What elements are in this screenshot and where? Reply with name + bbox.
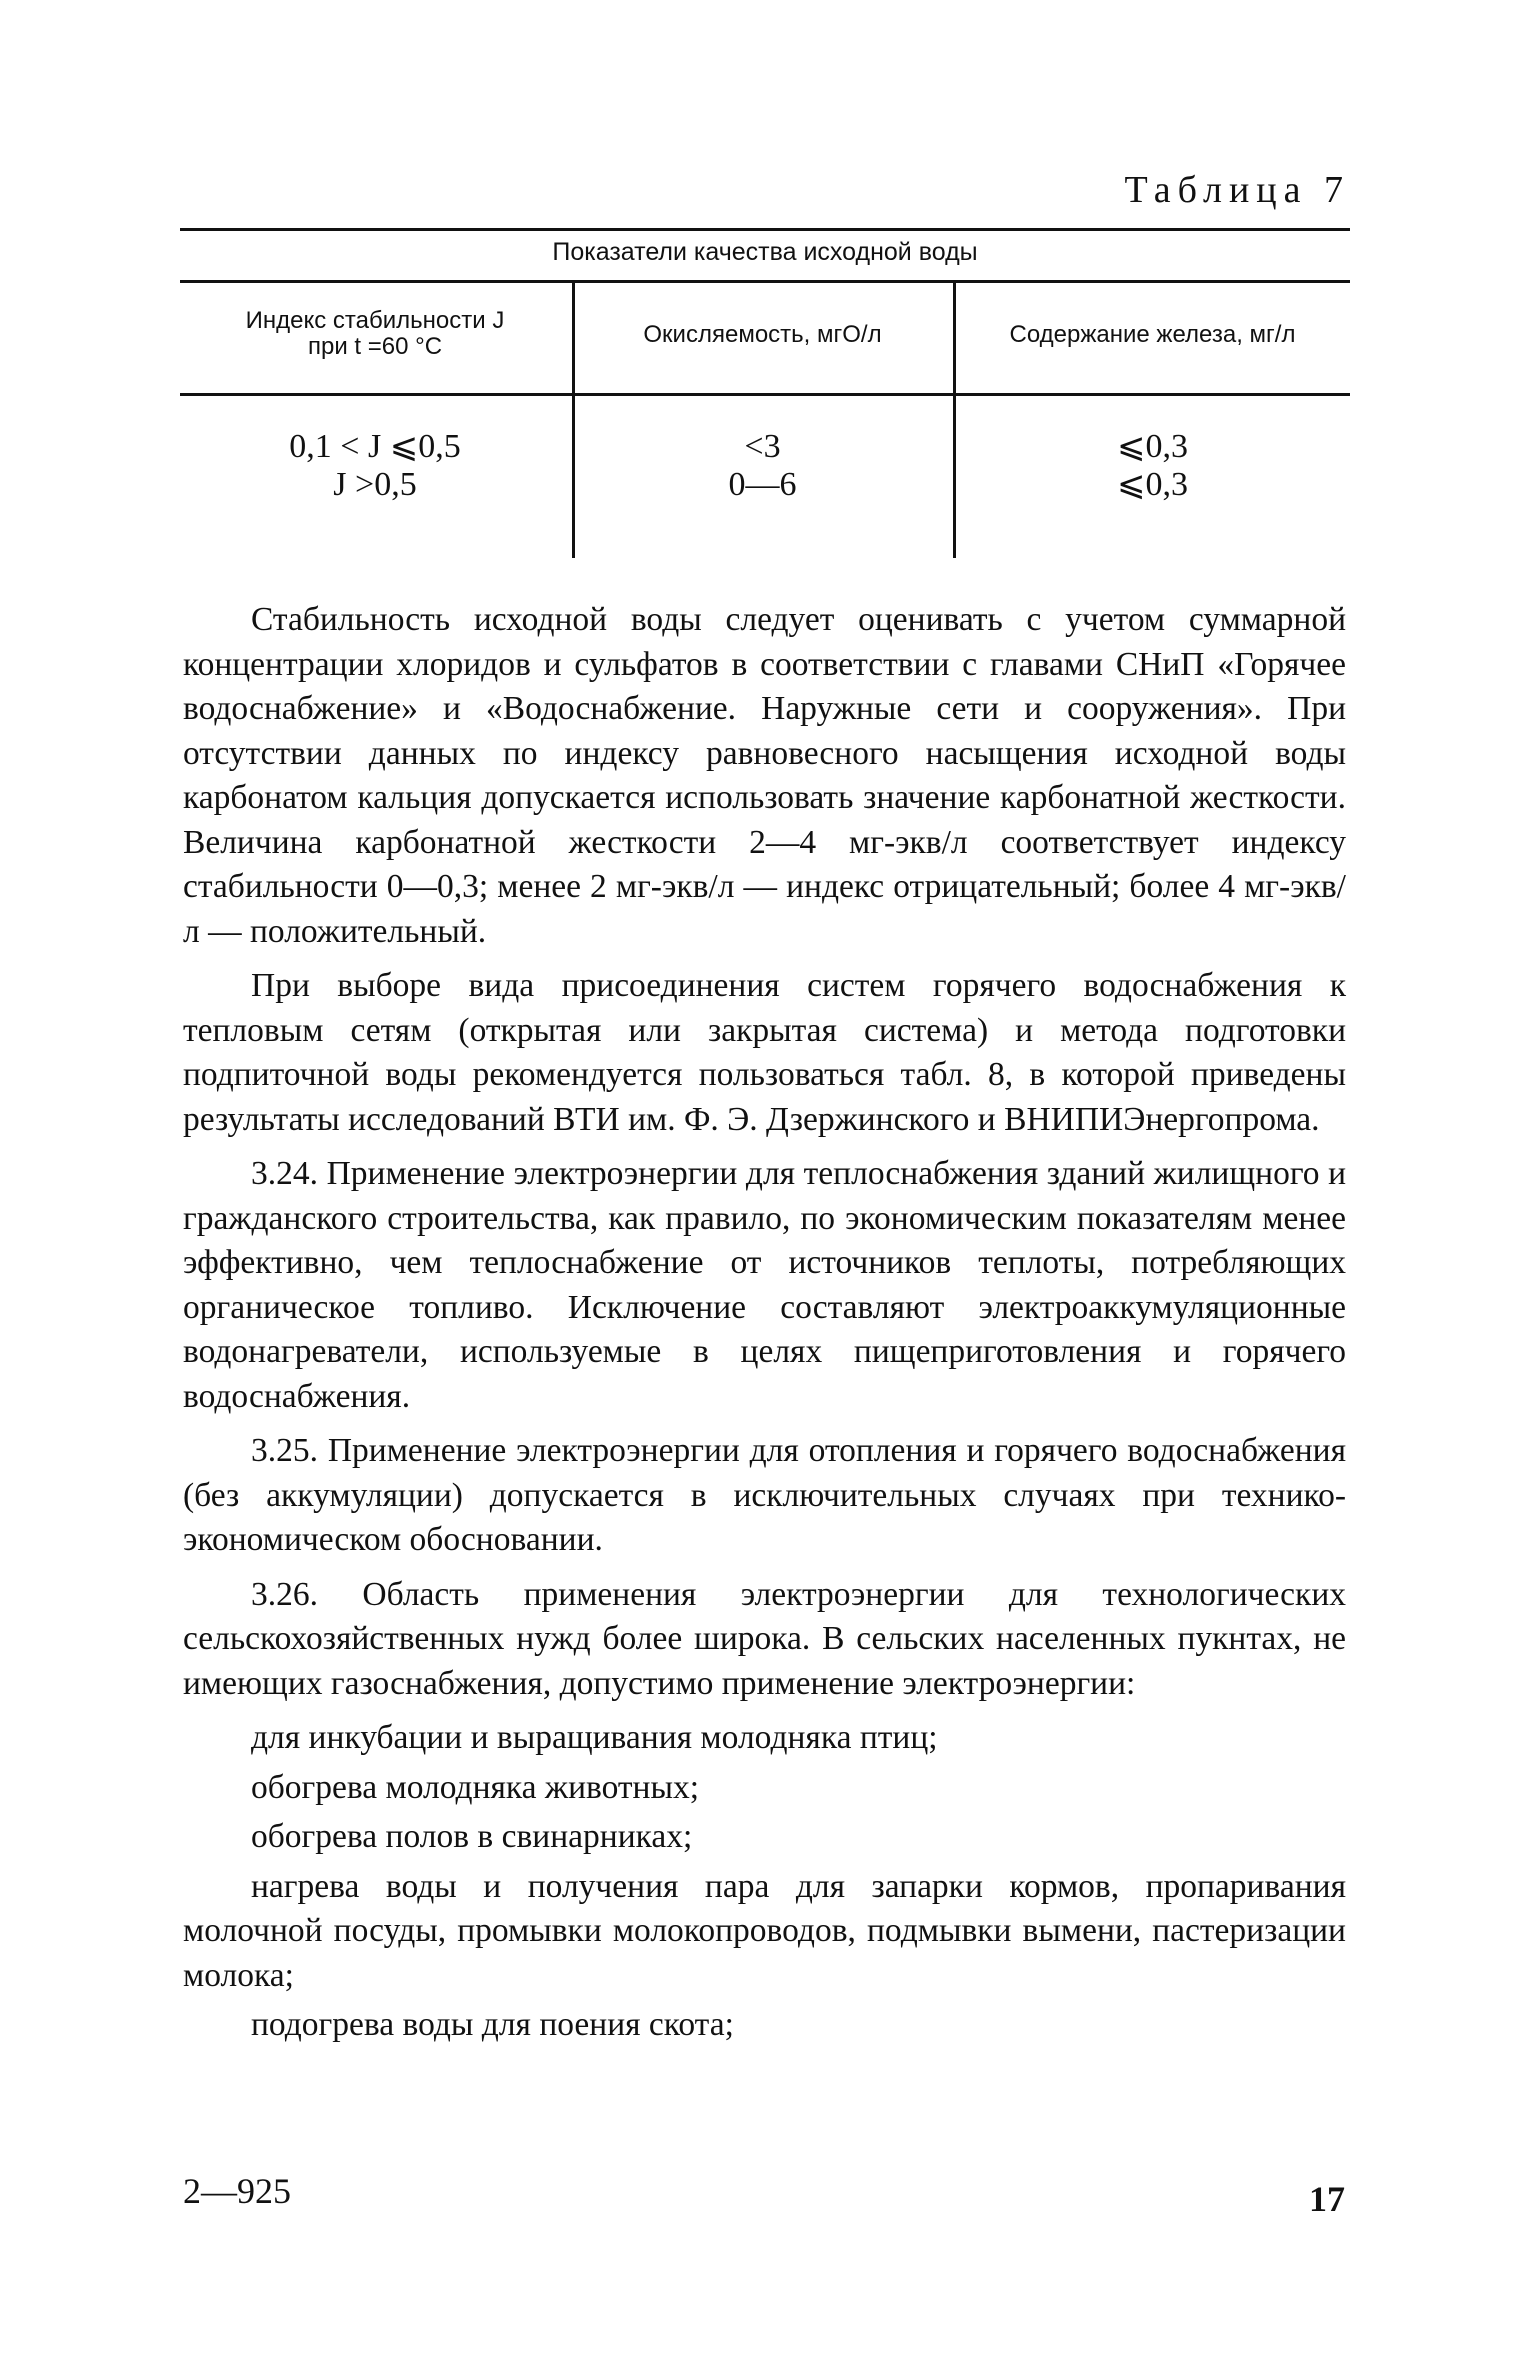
- list-item: подогрева воды для поения скота;: [251, 2006, 734, 2043]
- paragraph-connection-type: При выборе вида присоединения систем горячего водоснабжения к тепловым сетям (открытая или закрытая система) и метода подготовки подпиточной воды рекомендуется пользоваться табл. 8, в которой приведены результаты исследований ВТИ им. Ф. Э. Дзержинского и ВНИПИЭнергопрома.: [183, 967, 1346, 1138]
- table-row-2-oxidability: 0—6: [728, 466, 797, 503]
- column-header-oxidability: Окисляемость, мгО/л: [643, 321, 882, 348]
- list-item: обогрева полов в свинарниках;: [251, 1818, 693, 1855]
- table-top-rule: [180, 228, 1350, 231]
- body-text: [183, 598, 1346, 2053]
- list-item: нагрева воды и получения пара для запарки кормов, пропаривания молочной посуды, промывки молокопроводов, подмывки вымени, пастеризации молока;: [183, 1867, 1346, 1994]
- table-group-header: Показатели качества исходной воды: [552, 238, 978, 266]
- column-divider-1: [572, 280, 575, 558]
- page-number: 17: [1309, 2179, 1345, 2219]
- paragraph-3-25: 3.25. Применение электроэнергии для отопления и горячего водоснабжения (без аккумуляции) допускается в исключительных случаях при технико-экономическом обосновании.: [183, 1432, 1346, 1558]
- column-header-iron: Содержание железа, мг/л: [1009, 321, 1296, 348]
- column-header-stability: Индекс стабильности J при t =60 °С: [245, 307, 505, 360]
- paragraph-water-stability: Стабильность исходной воды следует оценивать с учетом суммарной концентрации хлоридов и сульфатов в соответствии с главами СНиП «Горячее водоснабжение» и «Водоснабжение. Наружные сети и сооружения». При отсутствии данных по индексу равновесного насыщения исходной воды карбонатом кальция допускается использовать значение карбонатной жесткости. Величина карбонатной жесткости 2—4 мг-экв/л соответствует индексу стабильности 0—0,3; менее 2 мг-экв/л — индекс отрицательный; более 4 мг-экв/л — положительный.: [183, 601, 1346, 950]
- column-header-rule: [180, 393, 1350, 396]
- list-item: обогрева молодняка животных;: [251, 1768, 700, 1806]
- table-row-2-stability: J >0,5: [333, 466, 417, 503]
- footer-code: 2—925: [183, 2171, 291, 2211]
- oxidability-cell: [575, 428, 950, 504]
- iron-cell: [955, 428, 1350, 504]
- water-quality-table: [180, 228, 1350, 558]
- table-caption: Таблица 7: [1124, 169, 1350, 211]
- table-row-1-stability: 0,1 < J ⩽0,5: [289, 428, 461, 465]
- stability-cell: [180, 428, 570, 504]
- table-row-1-oxidability: <3: [744, 428, 781, 465]
- column-divider-2: [953, 280, 956, 558]
- table-row-1-iron: ⩽0,3: [1117, 428, 1188, 465]
- list-item: для инкубации и выращивания молодняка птиц;: [251, 1719, 938, 1756]
- paragraph-3-26: 3.26. Область применения электроэнергии для технологических сельскохозяйственных нужд более широка. В сельских населенных пукнтах, не имеющих газоснабжения, допустимо применение электроэнергии:: [183, 1575, 1346, 1702]
- paragraph-3-24: 3.24. Применение электроэнергии для теплоснабжения зданий жилищного и гражданского строительства, как правило, по экономическим показателям менее эффективно, чем теплоснабжение от источников теплоты, потребляющих органическое топливо. Исключение составляют электроаккумуляционные водонагреватели, используемые в целях пищеприготовления и горячего водоснабжения.: [183, 1155, 1346, 1415]
- table-row-2-iron: ⩽0,3: [1117, 466, 1188, 503]
- group-header-rule: [180, 280, 1350, 283]
